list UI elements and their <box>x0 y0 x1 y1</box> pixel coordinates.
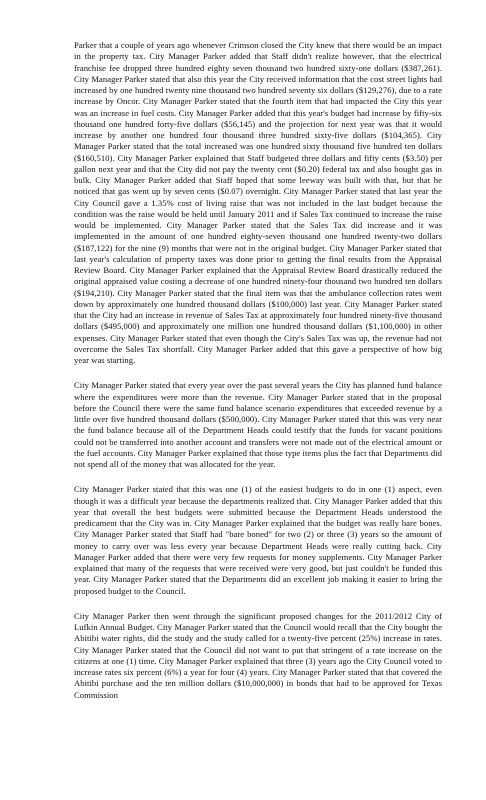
paragraph-budget-impacts: Parker that a couple of years ago whenever Crimson closed the City knew that there would be an impact in the property tax. City Manager Parker added that Staff didn't realize however, that the electrical franchise fee dropped three hundred eighty seven thousand two hundred sixty-one dollars ($387,261). City Manager Parker stated that also this year the City received information that the cost street lights had increased by one hundred twenty nine thousand two hundred seventy six dollars ($129,276), due to a rate increase by Oncor. City Manager Parker stated that the fourth item that had impacted the City this year was an increase in fuel costs. City Manager Parker added that this year's budget had increase by fifty-six thousand one hundred forty-five dollars ($56,145) and the projection for next year was that it would increase by another one hundred four thousand three hundred sixty-five dollars ($104,365). City Manager Parker stated that the total increased was one hundred sixty thousand five hundred ten dollars ($160,510). City Manager Parker explained that Staff budgeted three dollars and fifty cents ($3.50) per gallon next year and that the City did not pay the twenty cent ($0.20) federal tax and also bought gas in bulk. City Manager Parker added that Staff hoped that some leeway was built with that, but that he noticed that gas went up by seven cents ($0.07) overnight. City Manager Parker stated that last year the City Council gave a 1.35% cost of living raise that was not included in the last budget because the condition was the raise would be held until January 2011 and if Sales Tax continued to increase the raise would be implemented. City Manager Parker stated that the Sales Tax did increase and it was implemented in the amount of one hundred eighty-seven thousand one hundred twenty-two dollars ($187,122) for the nine (9) months that were not in the original budget. City Manager Parker stated that last year's calculation of property taxes was done prior to getting the final results from the Appraisal Review Board. City Manager Parker explained that the Appraisal Review Board drastically reduced the original appraised value costing a decrease of one hundred ninety-four thousand two hundred ten dollars ($194,210). City Manager Parker stated that the final item was that the ambulance collection rates went down by approximately one hundred thousand dollars ($100,000) last year. City Manager Parker stated that the City had an increase in revenue of Sales Tax at approximately four hundred ninety-five thousand dollars ($495,000) and approximately one million one hundred thousand dollars ($1,100,000) in other expenses. City Manager Parker stated that even though the City's Sales Tax was up, the revenue had not overcome the Sales Tax shortfall. City Manager Parker added that this gave a perspective of how big year was starting. <box>74 40 442 365</box>
paragraph-gap <box>74 366 442 380</box>
paragraph-gap <box>74 470 442 484</box>
paragraph-fund-balance: City Manager Parker stated that every year over the past several years the City has planned fund balance where the expenditures were more than the revenue. City Manager Parker stated that in the proposal before the Council there were the same fund balance scenario expenditures that exceeded revenue by a little over five hundred thousand dollars ($500,000). City Manager Parker stated that this was very near the fund balance because all of the Department Heads could testify that the funds for vacant positions could not be transferred into another account and transfers were not made out of the electrical amount or the fuel accounts. City Manager Parker explained that those type items plus the fact that Departments did not spend all of the money that was allocated for the year. <box>74 380 442 469</box>
paragraph-bare-bones-budget: City Manager Parker stated that this was one (1) of the easiest budgets to do in one (1) aspect, even though it was a difficult year because the departments realized that. City Manager Parker added that this year that overall the best budgets were submitted because the Department Heads understood the predicament that the City was in. City Manager Parker explained that the budget was really bare bones. City Manager Parker stated that Staff had "bare boned" for two (2) or three (3) years so the amount of money to carry over was less every year because Department Heads were really cutting back. City Manager Parker added that there were very few requests for money supplements. City Manager Parker explained that many of the requests that were received were very good, but just couldn't be funded this year. City Manager Parker stated that the Departments did an excellent job making it easier to bring the proposed budget to the Council. <box>74 484 442 596</box>
paragraph-gap <box>74 597 442 611</box>
paragraph-proposed-changes: City Manager Parker then went through the significant proposed changes for the 2011/2012 City of Lufkin Annual Budget. City Manager Parker stated that the Council would recall that the City bought the Abitibi water rights, did the study and the study called for a twenty-five percent (25%) increase in rates. City Manager Parker stated that the Council did not want to put that stringent of a rate increase on the citizens at one (1) time. City Manager Parker explained that three (3) years ago the City Council voted to increase rates six percent (6%) a year for four (4) years. City Manager Parker stated that that covered the Abitibi purchase and the ten million dollars ($10,000,000) in bonds that had to be approved for Texas Commission <box>74 610 442 700</box>
